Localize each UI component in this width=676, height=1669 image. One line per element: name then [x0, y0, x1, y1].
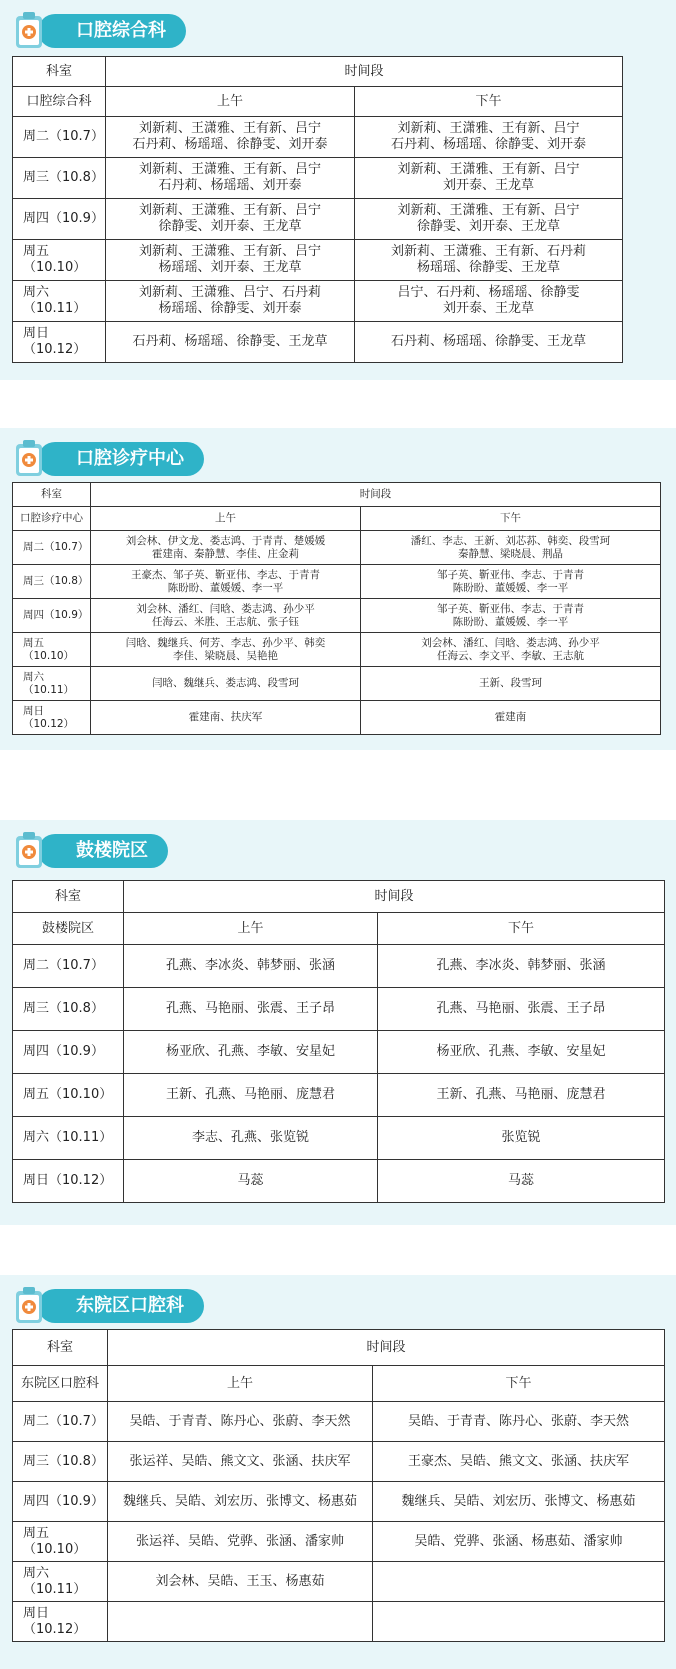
header-pm: 下午: [361, 507, 661, 531]
pm-line: 刘新莉、王潇雅、王有新、吕宁: [397, 203, 580, 218]
am-line: 陈盼盼、董媛媛、李一平: [167, 581, 284, 594]
section-oral-clinic-center: [0, 428, 676, 750]
am-line: 石丹莉、杨瑶瑶、徐静雯、刘开泰: [132, 137, 328, 152]
header-pm: 下午: [373, 1366, 665, 1402]
header-dept: 科室: [13, 483, 91, 507]
table-row: [13, 1522, 665, 1562]
day-label: 周五（10.10）: [13, 1074, 124, 1117]
table-row: [13, 701, 661, 735]
am-cell: [106, 158, 355, 199]
day-label: 周三（10.8）: [13, 158, 106, 199]
medical-clipboard-icon: [14, 1285, 46, 1325]
pm-cell: [361, 633, 661, 667]
medical-clipboard-icon: [14, 438, 46, 478]
pm-cell: 吴皓、于青青、陈丹心、张蔚、李天然: [373, 1402, 665, 1442]
pm-cell: 霍建南: [361, 701, 661, 735]
am-line: 闫晗、魏继兵、何芳、李志、孙少平、韩奕: [125, 636, 326, 649]
am-cell: [106, 281, 355, 322]
pm-line: 刘新莉、王潇雅、王有新、吕宁: [397, 162, 580, 177]
day-label: 周二（10.7）: [13, 1402, 108, 1442]
day-label: 周四（10.9）: [13, 199, 106, 240]
am-line: 任海云、米胜、王志航、张子钰: [152, 615, 299, 628]
am-cell: 吴皓、于青青、陈丹心、张蔚、李天然: [108, 1402, 373, 1442]
day-label: 周五（10.10）: [13, 1522, 108, 1562]
am-line: 徐静雯、刘开泰、王龙草: [158, 219, 302, 234]
table-row: [13, 1442, 665, 1482]
pm-line: 杨瑶瑶、徐静雯、王龙草: [417, 260, 561, 275]
am-cell: 张运祥、吴皓、熊文文、张涵、扶庆军: [108, 1442, 373, 1482]
dept-label: 口腔诊疗中心: [13, 507, 91, 531]
table-row: [13, 281, 623, 322]
table-row: [13, 1031, 665, 1074]
pm-line: 石丹莉、杨瑶瑶、徐静雯、刘开泰: [391, 137, 587, 152]
header-am: 上午: [108, 1366, 373, 1402]
header-pm: 下午: [378, 913, 665, 945]
day-label: 周六（10.11）: [13, 1117, 124, 1160]
dept-label: 口腔综合科: [13, 87, 106, 117]
table-row: [13, 565, 661, 599]
table-row: [13, 158, 623, 199]
section-title: 鼓楼院区: [38, 834, 168, 868]
day-label: 周五（10.10）: [13, 240, 106, 281]
pm-cell: 王新、段雪珂: [361, 667, 661, 701]
am-cell: 张运祥、吴皓、党骅、张涵、潘家帅: [108, 1522, 373, 1562]
am-cell: 王新、孔燕、马艳丽、庞慧君: [124, 1074, 378, 1117]
am-line: 刘新莉、王潇雅、王有新、吕宁: [138, 162, 321, 177]
am-line: 杨瑶瑶、刘开泰、王龙草: [158, 260, 302, 275]
pm-line: 任海云、李文平、李敏、王志航: [437, 649, 584, 662]
am-cell: [106, 117, 355, 158]
day-label: 周日（10.12）: [13, 322, 106, 363]
day-label: 周三（10.8）: [13, 988, 124, 1031]
am-cell: 刘会林、吴皓、王玉、杨惠茹: [108, 1562, 373, 1602]
pm-cell: [355, 240, 623, 281]
header-time: 时间段: [91, 483, 661, 507]
am-cell: 孔燕、李冰炎、韩梦丽、张涵: [124, 945, 378, 988]
day-label: 周日（10.12）: [13, 701, 91, 735]
pm-cell: [361, 565, 661, 599]
pm-cell: [373, 1562, 665, 1602]
pm-cell: [355, 158, 623, 199]
table-row: [13, 667, 661, 701]
day-label: 周二（10.7）: [13, 117, 106, 158]
am-cell: 马蕊: [124, 1160, 378, 1203]
schedule-table: [12, 1329, 665, 1642]
pm-cell: 石丹莉、杨瑶瑶、徐静雯、王龙草: [355, 322, 623, 363]
header-dept: 科室: [13, 881, 124, 913]
pm-cell: 孔燕、马艳丽、张震、王子昂: [378, 988, 665, 1031]
table-row: [13, 1402, 665, 1442]
table-row: [13, 322, 623, 363]
pm-cell: [361, 599, 661, 633]
am-line: 刘新莉、王潇雅、王有新、吕宁: [138, 203, 321, 218]
table-row: [13, 531, 661, 565]
day-label: 周四（10.9）: [13, 599, 91, 633]
day-label: 周六（10.11）: [13, 281, 106, 322]
table-row: [13, 117, 623, 158]
am-line: 刘新莉、王潇雅、王有新、吕宁: [138, 244, 321, 259]
table-row: [13, 599, 661, 633]
section-east-campus-oral: [0, 1275, 676, 1669]
am-cell: 闫晗、魏继兵、娄志鸿、段雪珂: [91, 667, 361, 701]
pm-cell: 吴皓、党骅、张涵、杨惠茹、潘家帅: [373, 1522, 665, 1562]
am-cell: 杨亚欣、孔燕、李敏、安星妃: [124, 1031, 378, 1074]
day-label: 周三（10.8）: [13, 1442, 108, 1482]
am-line: 霍建南、秦静慧、李佳、庄金莉: [152, 547, 299, 560]
am-cell: 石丹莉、杨瑶瑶、徐静雯、王龙草: [106, 322, 355, 363]
pm-line: 潘红、李志、王新、刘芯荪、韩奕、段雪珂: [410, 534, 611, 547]
dept-label: 鼓楼院区: [13, 913, 124, 945]
header-am: 上午: [91, 507, 361, 531]
section-gulou-campus: [0, 820, 676, 1225]
am-line: 李佳、梁晓晨、吴艳艳: [173, 649, 278, 662]
pm-line: 刘新莉、王潇雅、王有新、吕宁: [397, 121, 580, 136]
am-line: 石丹莉、杨瑶瑶、刘开泰: [158, 178, 302, 193]
medical-clipboard-icon: [14, 10, 46, 50]
header-time: 时间段: [106, 57, 623, 87]
pm-line: 刘新莉、王潇雅、王有新、石丹莉: [391, 244, 587, 259]
section-title: 口腔综合科: [38, 14, 186, 48]
schedule-table: [12, 56, 623, 363]
am-cell: [106, 199, 355, 240]
header-pm: 下午: [355, 87, 623, 117]
day-label: 周四（10.9）: [13, 1482, 108, 1522]
medical-clipboard-icon: [14, 830, 46, 870]
day-label: 周六（10.11）: [13, 667, 91, 701]
table-row: [13, 1482, 665, 1522]
day-label: 周日（10.12）: [13, 1160, 124, 1203]
table-row: [13, 1160, 665, 1203]
am-cell: [91, 599, 361, 633]
header-time: 时间段: [124, 881, 665, 913]
table-row: [13, 945, 665, 988]
header-dept: 科室: [13, 57, 106, 87]
schedule-table: [12, 482, 661, 735]
header-am: 上午: [106, 87, 355, 117]
day-label: 周三（10.8）: [13, 565, 91, 599]
am-cell: [106, 240, 355, 281]
am-line: 刘新莉、王潇雅、吕宁、石丹莉: [138, 285, 321, 300]
am-line: 王豪杰、邹子英、靳亚伟、李志、于青青: [131, 568, 320, 581]
table-row: [13, 1074, 665, 1117]
am-line: 刘会林、伊文龙、娄志鸿、于青青、楚媛媛: [125, 534, 326, 547]
pm-cell: [355, 281, 623, 322]
day-label: 周六（10.11）: [13, 1562, 108, 1602]
am-cell: 霍建南、扶庆军: [91, 701, 361, 735]
table-row: [13, 1602, 665, 1642]
pm-line: 刘会林、潘红、闫晗、娄志鸿、孙少平: [421, 636, 600, 649]
am-line: 刘新莉、王潇雅、王有新、吕宁: [138, 121, 321, 136]
pm-line: 邹子英、靳亚伟、李志、于青青: [437, 602, 584, 615]
pm-cell: [355, 117, 623, 158]
day-label: 周五（10.10）: [13, 633, 91, 667]
am-cell: 孔燕、马艳丽、张震、王子昂: [124, 988, 378, 1031]
pm-line: 秦静慧、梁晓晨、荆晶: [458, 547, 563, 560]
day-label: 周四（10.9）: [13, 1031, 124, 1074]
pm-line: 刘开泰、王龙草: [443, 178, 535, 193]
am-cell: [91, 531, 361, 565]
schedule-table: [12, 880, 665, 1203]
pm-cell: [361, 531, 661, 565]
table-row: [13, 199, 623, 240]
pm-cell: 王豪杰、吴皓、熊文文、张涵、扶庆军: [373, 1442, 665, 1482]
table-row: [13, 1117, 665, 1160]
header-time: 时间段: [108, 1330, 665, 1366]
pm-cell: 杨亚欣、孔燕、李敏、安星妃: [378, 1031, 665, 1074]
pm-line: 吕宁、石丹莉、杨瑶瑶、徐静雯: [397, 285, 580, 300]
table-row: [13, 633, 661, 667]
pm-cell: 王新、孔燕、马艳丽、庞慧君: [378, 1074, 665, 1117]
day-label: 周二（10.7）: [13, 945, 124, 988]
pm-cell: [373, 1602, 665, 1642]
am-cell: [91, 633, 361, 667]
pm-line: 陈盼盼、董媛媛、李一平: [452, 615, 569, 628]
am-cell: 李志、孔燕、张览锐: [124, 1117, 378, 1160]
pm-cell: 张览锐: [378, 1117, 665, 1160]
pm-cell: 魏继兵、吴皓、刘宏历、张博文、杨惠茹: [373, 1482, 665, 1522]
dept-label: 东院区口腔科: [13, 1366, 108, 1402]
table-row: [13, 240, 623, 281]
am-cell: 魏继兵、吴皓、刘宏历、张博文、杨惠茹: [108, 1482, 373, 1522]
pm-cell: 马蕊: [378, 1160, 665, 1203]
table-row: [13, 1562, 665, 1602]
section-title: 口腔诊疗中心: [38, 442, 204, 476]
day-label: 周二（10.7）: [13, 531, 91, 565]
pm-cell: 孔燕、李冰炎、韩梦丽、张涵: [378, 945, 665, 988]
am-line: 刘会林、潘红、闫晗、娄志鸿、孙少平: [136, 602, 315, 615]
am-cell: [91, 565, 361, 599]
pm-cell: [355, 199, 623, 240]
pm-line: 陈盼盼、董媛媛、李一平: [452, 581, 569, 594]
section-title: 东院区口腔科: [38, 1289, 204, 1323]
header-dept: 科室: [13, 1330, 108, 1366]
pm-line: 邹子英、靳亚伟、李志、于青青: [437, 568, 584, 581]
section-oral-general: [0, 0, 676, 380]
pm-line: 刘开泰、王龙草: [443, 301, 535, 316]
pm-line: 徐静雯、刘开泰、王龙草: [417, 219, 561, 234]
header-am: 上午: [124, 913, 378, 945]
am-cell: [108, 1602, 373, 1642]
day-label: 周日（10.12）: [13, 1602, 108, 1642]
table-row: [13, 988, 665, 1031]
am-line: 杨瑶瑶、徐静雯、刘开泰: [158, 301, 302, 316]
